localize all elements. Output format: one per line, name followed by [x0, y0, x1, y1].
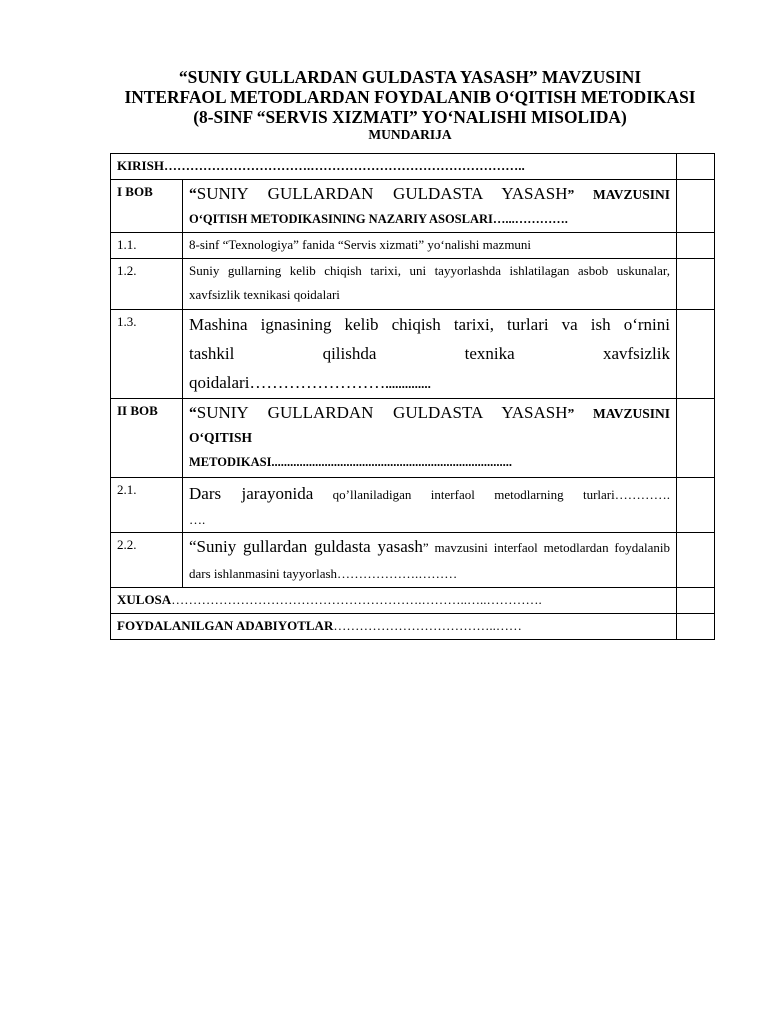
- toc-entry-intro: KIRISH…………………………….…………………………………………..: [111, 154, 677, 180]
- open-quote: “: [189, 405, 197, 422]
- leader-dots: ………………………………..……: [333, 618, 522, 633]
- document-title: [100, 67, 720, 127]
- close-quote: ”: [567, 187, 575, 202]
- title-line-1: “SUNIY GULLARDAN GULDASTA YASASH” MAVZUSINI: [178, 67, 642, 87]
- page-cell: [677, 259, 715, 310]
- entry-line: Mashina ignasining kelib chiqish tarixi, turlari va ish o‘rnini: [189, 315, 670, 334]
- entry-rest: ” mavzusini interfaol metodlardan foydalanib dars ishlanmasini tayyorlash……………….………: [189, 540, 670, 581]
- section-number: 2.2.: [111, 533, 183, 588]
- page-cell: [677, 588, 715, 614]
- toc-entry-1-2: Suniy gullarning kelib chiqish tarixi, uni tayyorlashda ishlatilagan asbob uskunalar, xavfsizlik texnikasi qoidalari: [183, 259, 677, 310]
- entry-rest: qo’llaniladigan interfaol metodlarning turlari………….: [313, 487, 670, 502]
- section-number: 1.2.: [111, 259, 183, 310]
- toc-entry-chapter-1: [183, 180, 677, 233]
- chapter-title-rest: MAVZUSINI: [574, 187, 670, 202]
- entry-lead: Dars jarayonida: [189, 484, 314, 503]
- toc-entry-1-1: 8-sinf “Texnologiya” fanida “Servis xizmati” yo‘nalishi mazmuni: [183, 233, 677, 259]
- page-cell: [677, 233, 715, 259]
- toc-entry-conclusion: [111, 588, 677, 614]
- toc-entry-references: [111, 614, 677, 640]
- entry-line: tashkil qilishda texnika xavfsizlik: [189, 344, 670, 363]
- toc-entry-chapter-2: [183, 399, 677, 478]
- section-number: 1.1.: [111, 233, 183, 259]
- toc-entry-2-2: [183, 533, 677, 588]
- entry-line: [189, 479, 670, 508]
- page-cell: [677, 154, 715, 180]
- page-cell: [677, 533, 715, 588]
- toc-row-2-2: [111, 533, 715, 588]
- title-line-3: (8-SINF “SERVIS XIZMATI” YO‘NALISHI MISOLIDA): [193, 107, 627, 127]
- leader-dots: ………………………………………………….………..…..………….: [171, 592, 542, 607]
- open-quote: “: [189, 186, 197, 203]
- page-cell: [677, 478, 715, 533]
- chapter-title-line-2: O‘QITISH: [189, 430, 253, 445]
- chapter-title-line-2: O‘QITISH METODIKASINING NAZARIY ASOSLARI…...………….: [189, 212, 568, 226]
- entry-line: [189, 368, 670, 398]
- page-cell: [677, 310, 715, 399]
- page-cell: [677, 614, 715, 640]
- close-quote: ”: [567, 406, 575, 421]
- chapter-number: II BOB: [111, 399, 183, 478]
- toc-row-references: [111, 614, 715, 640]
- section-number: 1.3.: [111, 310, 183, 399]
- chapter-title-line: [189, 182, 670, 207]
- chapter-title-line-3: METODIKASI.............................................................................: [189, 455, 513, 469]
- toc-row-conclusion: [111, 588, 715, 614]
- toc-row-intro: [111, 154, 715, 180]
- entry-lead: “Suniy gullardan guldasta yasash: [189, 537, 423, 556]
- toc-entry-1-3: [183, 310, 677, 399]
- leader-dots: ..............: [385, 376, 431, 391]
- toc-row-2-1: [111, 478, 715, 533]
- chapter-title-line: [189, 401, 670, 426]
- toc-row-1-3: [111, 310, 715, 399]
- entry-line: ….: [189, 512, 206, 527]
- entry-label: XULOSA: [117, 592, 172, 607]
- chapter-topic: SUNIY GULLARDAN GULDASTA YASASH: [196, 184, 568, 203]
- page-cell: [677, 399, 715, 478]
- toc-row-1-1: [111, 233, 715, 259]
- chapter-topic: SUNIY GULLARDAN GULDASTA YASASH: [196, 403, 568, 422]
- toc-entry-2-1: [183, 478, 677, 533]
- entry-label: FOYDALANILGAN ADABIYOTLAR: [117, 618, 334, 633]
- table-of-contents: [110, 153, 715, 640]
- section-number: 2.1.: [111, 478, 183, 533]
- toc-heading: MUNDARIJA: [368, 127, 452, 142]
- page-cell: [677, 180, 715, 233]
- title-line-2: INTERFAOL METODLARDAN FOYDALANIB O‘QITISH METODIKASI: [124, 87, 696, 107]
- toc-row-chapter-1: [111, 180, 715, 233]
- chapter-number: I BOB: [111, 180, 183, 233]
- chapter-title-rest: MAVZUSINI: [574, 406, 670, 421]
- toc-row-chapter-2: [111, 399, 715, 478]
- entry-text: qoidalari……………………: [189, 373, 386, 392]
- toc-row-1-2: [111, 259, 715, 310]
